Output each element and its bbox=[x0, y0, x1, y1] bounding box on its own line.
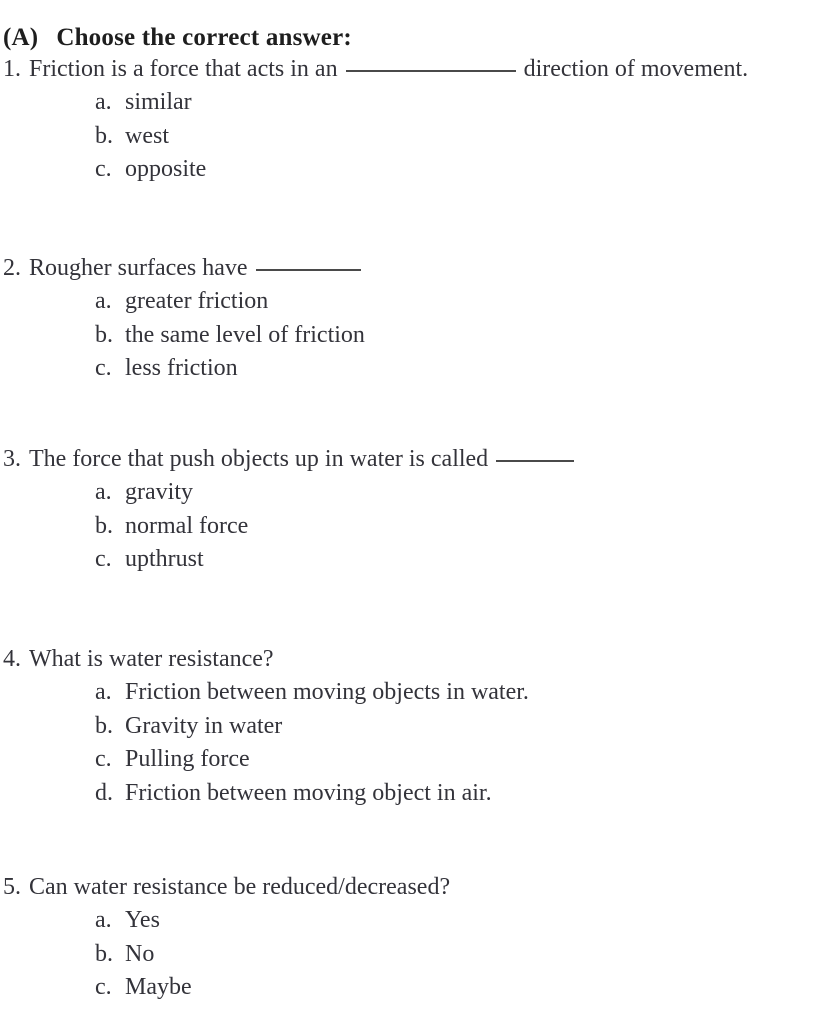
question-stem: What is water resistance? bbox=[29, 646, 274, 672]
option-list bbox=[0, 285, 818, 386]
question-stem: Friction is a force that acts in an bbox=[29, 56, 344, 82]
question-stem: Can water resistance be reduced/decreased? bbox=[29, 874, 451, 900]
question-number: 5. bbox=[3, 874, 21, 900]
option-letter: a. bbox=[95, 907, 112, 933]
question-block bbox=[0, 53, 818, 187]
option-item[interactable] bbox=[95, 352, 818, 386]
option-item[interactable] bbox=[95, 904, 818, 938]
option-item[interactable] bbox=[95, 938, 818, 972]
option-label: Pulling force bbox=[125, 746, 250, 772]
option-item[interactable] bbox=[95, 285, 818, 319]
question-stem: The force that push objects up in water is called bbox=[29, 446, 495, 472]
answer-blank[interactable] bbox=[256, 269, 361, 271]
option-letter: c. bbox=[95, 746, 112, 772]
question-text bbox=[3, 252, 818, 285]
option-list bbox=[0, 676, 818, 810]
question-number: 4. bbox=[3, 646, 21, 672]
option-label: Friction between moving object in air. bbox=[125, 779, 492, 806]
option-item[interactable] bbox=[95, 777, 818, 811]
question-block bbox=[0, 252, 818, 386]
option-letter: c. bbox=[95, 546, 112, 572]
option-letter: c. bbox=[95, 974, 112, 1000]
option-label: No bbox=[125, 940, 155, 967]
option-letter: c. bbox=[95, 355, 112, 381]
option-item[interactable] bbox=[95, 476, 818, 510]
option-item[interactable] bbox=[95, 743, 818, 777]
option-letter: d. bbox=[95, 779, 113, 806]
question-number: 2. bbox=[3, 255, 21, 281]
option-label: Gravity in water bbox=[125, 712, 283, 739]
option-item[interactable] bbox=[95, 971, 818, 1005]
section-title: Choose the correct answer: bbox=[56, 24, 352, 51]
question-number: 1. bbox=[3, 56, 21, 82]
option-item[interactable] bbox=[95, 120, 818, 154]
option-label: Yes bbox=[125, 907, 160, 933]
option-label: gravity bbox=[125, 479, 193, 505]
question-text bbox=[3, 443, 818, 476]
option-item[interactable] bbox=[95, 153, 818, 187]
question-block bbox=[0, 443, 818, 577]
option-item[interactable] bbox=[95, 319, 818, 353]
option-letter: b. bbox=[95, 321, 113, 348]
option-item[interactable] bbox=[95, 710, 818, 744]
option-item[interactable] bbox=[95, 676, 818, 710]
option-list bbox=[0, 904, 818, 1005]
option-label: west bbox=[125, 122, 169, 149]
question-number: 3. bbox=[3, 446, 21, 472]
option-label: upthrust bbox=[125, 546, 204, 572]
option-item[interactable] bbox=[95, 510, 818, 544]
option-label: opposite bbox=[125, 156, 207, 182]
option-letter: b. bbox=[95, 512, 113, 539]
option-label: Friction between moving objects in water. bbox=[125, 679, 529, 705]
option-label: Maybe bbox=[125, 974, 192, 1000]
option-letter: a. bbox=[95, 89, 112, 115]
question-stem: Rougher surfaces have bbox=[29, 255, 254, 281]
question-block bbox=[0, 871, 818, 1005]
question-text bbox=[3, 53, 818, 86]
question-block bbox=[0, 643, 818, 810]
option-list bbox=[0, 86, 818, 187]
option-label: greater friction bbox=[125, 288, 269, 314]
option-letter: b. bbox=[95, 122, 113, 149]
option-item[interactable] bbox=[95, 86, 818, 120]
option-item[interactable] bbox=[95, 543, 818, 577]
section-label: (A) bbox=[3, 24, 39, 51]
section-heading bbox=[3, 24, 352, 52]
answer-blank[interactable] bbox=[346, 70, 516, 72]
option-label: the same level of friction bbox=[125, 321, 365, 348]
option-list bbox=[0, 476, 818, 577]
option-letter: a. bbox=[95, 479, 112, 505]
option-label: normal force bbox=[125, 512, 249, 539]
option-letter: a. bbox=[95, 679, 112, 705]
option-label: similar bbox=[125, 89, 192, 115]
option-letter: a. bbox=[95, 288, 112, 314]
question-text bbox=[3, 643, 818, 676]
question-stem-tail: direction of movement. bbox=[517, 56, 749, 82]
option-letter: b. bbox=[95, 940, 113, 967]
option-label: less friction bbox=[125, 355, 238, 381]
option-letter: b. bbox=[95, 712, 113, 739]
option-letter: c. bbox=[95, 156, 112, 182]
question-text bbox=[3, 871, 818, 904]
answer-blank[interactable] bbox=[496, 460, 574, 462]
